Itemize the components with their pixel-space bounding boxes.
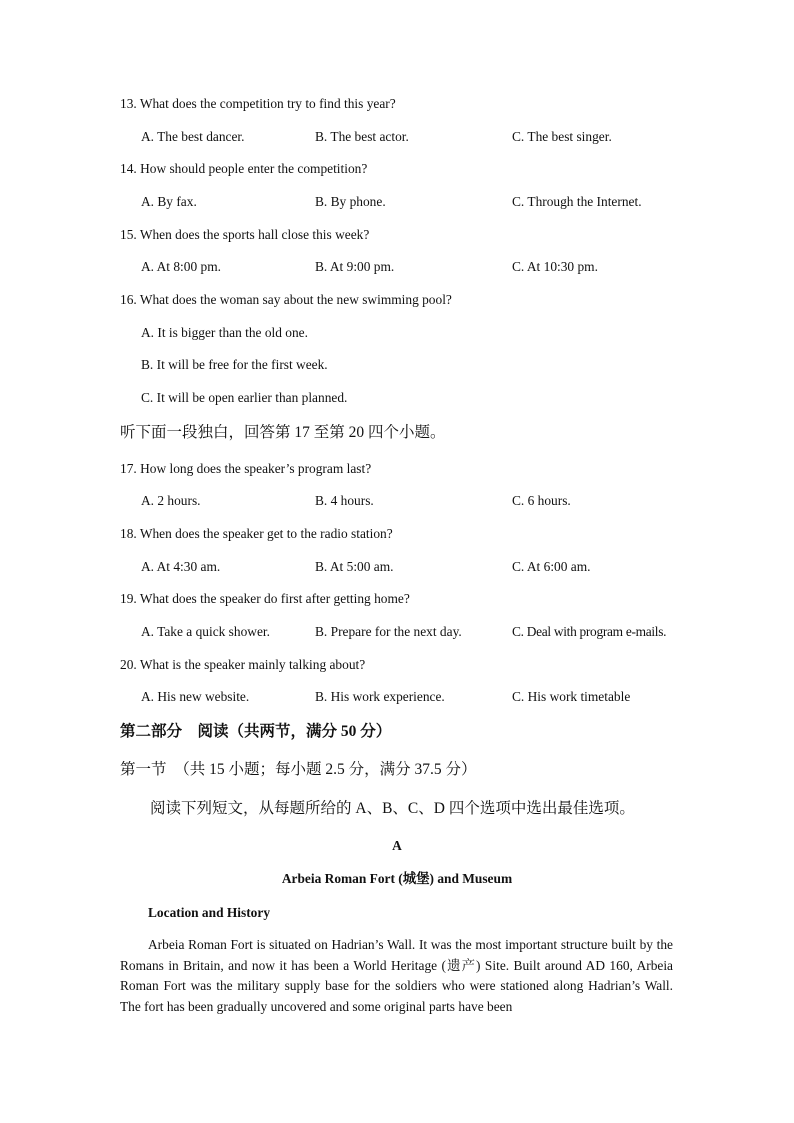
reading-instruction: 阅读下列短文，从每题所给的 A、B、C、D 四个选项中选出最佳选项。 — [150, 800, 635, 817]
option-16b: B. It will be free for the first week. — [141, 357, 328, 372]
option-20a: A. His new website. — [141, 689, 250, 704]
part-title: 第二部分 阅读（共两节，满分 50 分） — [120, 723, 392, 740]
option-15c: C. At 10:30 pm. — [512, 259, 598, 274]
question-19: 19. What does the speaker do first after getting home? — [120, 591, 410, 606]
option-14c: C. Through the Internet. — [512, 194, 642, 209]
passage-letter: A — [392, 838, 402, 853]
section-title: 第一节 （共 15 小题；每小题 2.5 分，满分 37.5 分） — [120, 761, 477, 778]
question-20: 20. What is the speaker mainly talking about? — [120, 657, 366, 672]
option-19b: B. Prepare for the next day. — [315, 624, 462, 639]
option-13c: C. The best singer. — [512, 129, 612, 144]
option-17b: B. 4 hours. — [315, 493, 374, 508]
option-14a: A. By fax. — [141, 194, 197, 209]
paragraph-text: Arbeia Roman Fort is situated on Hadrian’s Wall. It was the most important structure built by the Romans in Britain, and now it has been a World Heritage (遗产) Site. Built around AD 160, Arbeia Roman Fort was the military supply base for the soldiers who were stationed along Hadrian’s Wall. The fort has been gradually uncovered and some original parts have been — [120, 937, 673, 1015]
option-15b: B. At 9:00 pm. — [315, 259, 395, 274]
question-16: 16. What does the woman say about the new swimming pool? — [120, 292, 452, 307]
option-20c: C. His work timetable — [512, 689, 631, 704]
option-19a: A. Take a quick shower. — [141, 624, 270, 639]
option-18b: B. At 5:00 am. — [315, 559, 394, 574]
option-16a: A. It is bigger than the old one. — [141, 325, 308, 340]
monologue-instruction: 听下面一段独白，回答第 17 至第 20 四个小题。 — [120, 424, 446, 441]
option-18a: A. At 4:30 am. — [141, 559, 221, 574]
option-19c: C. Deal with program e-mails. — [512, 624, 667, 639]
option-13b: B. The best actor. — [315, 129, 409, 144]
option-15a: A. At 8:00 pm. — [141, 259, 221, 274]
option-16c: C. It will be open earlier than planned. — [141, 390, 348, 405]
option-20b: B. His work experience. — [315, 689, 445, 704]
passage-title: Arbeia Roman Fort (城堡) and Museum — [281, 871, 513, 886]
question-13: 13. What does the competition try to find this year? — [120, 96, 396, 111]
option-17c: C. 6 hours. — [512, 493, 571, 508]
option-17a: A. 2 hours. — [141, 493, 201, 508]
option-14b: B. By phone. — [315, 194, 386, 209]
option-13a: A. The best dancer. — [141, 129, 245, 144]
question-17: 17. How long does the speaker’s program last? — [120, 461, 372, 476]
passage-paragraph — [120, 935, 673, 1018]
question-14: 14. How should people enter the competition? — [120, 161, 368, 176]
question-18: 18. When does the speaker get to the radio station? — [120, 526, 393, 541]
question-15: 15. When does the sports hall close this week? — [120, 227, 370, 242]
option-18c: C. At 6:00 am. — [512, 559, 591, 574]
passage-subheading: Location and History — [148, 905, 271, 920]
